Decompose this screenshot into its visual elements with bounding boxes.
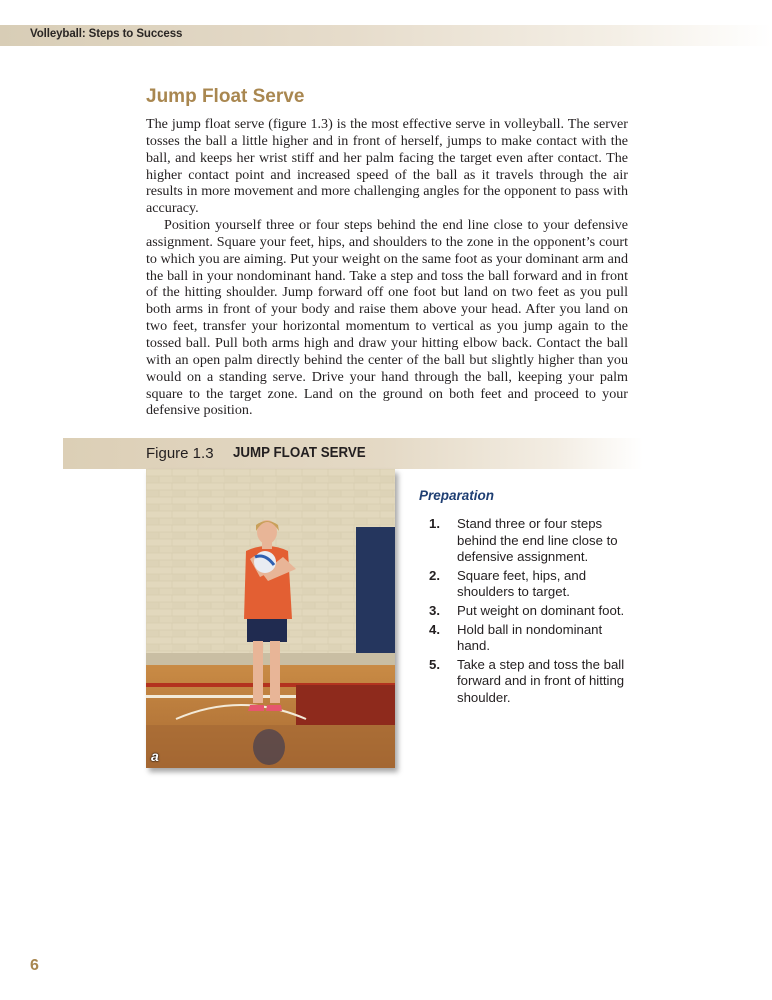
step-text: Stand three or four steps behind the end line close to defensive assignment. bbox=[457, 516, 618, 565]
step-number: 4. bbox=[429, 621, 440, 637]
step-text: Take a step and toss the ball forward and in front of hitting shoulder. bbox=[457, 656, 625, 705]
step-number: 3. bbox=[429, 602, 440, 618]
step-item bbox=[429, 657, 629, 707]
step-item bbox=[429, 516, 629, 566]
page-number: 6 bbox=[30, 957, 39, 974]
preparation-steps bbox=[429, 516, 629, 709]
figure-caption-bar bbox=[63, 438, 643, 469]
figure-title: JUMP FLOAT SERVE bbox=[233, 445, 366, 461]
step-number: 5. bbox=[429, 656, 440, 672]
step-number: 1. bbox=[429, 516, 440, 531]
body-paragraph: The jump float serve (figure 1.3) is the most effective serve in volleyball. The server tosses the ball a little higher and in front of herself, jumps to make contact with the ball, and keeps her wrist stiff and her palm facing the target even after contact. The higher contact point and increased speed of the ball as it travels through the air results in more movement and more challenging angles for the opponent to pass with accuracy. bbox=[146, 116, 628, 217]
step-item bbox=[429, 603, 629, 620]
photo-letter: a bbox=[151, 748, 159, 764]
section-title: Jump Float Serve bbox=[146, 86, 305, 107]
step-text: Square feet, hips, and shoulders to target. bbox=[457, 567, 587, 600]
step-item bbox=[429, 568, 629, 601]
step-item bbox=[429, 622, 629, 655]
body-paragraph: Position yourself three or four steps behind the end line close to your defensive assignment. Square your feet, hips, and shoulders to the zone in the opponent’s court to which you are aiming. Put your weight on the same foot as your dominant arm and the ball in your nondominant hand. Take a step and toss the ball forward and in front of the hitting shoulder. Jump forward off one foot but land on two feet as you pull both arms in front of your body and raise them above your head. After you land on two feet, transfer your horizontal momentum to vertical as you jump again to the tossed ball. Pull both arms high and draw your hitting elbow back. Contact the ball with an open palm directly behind the center of the ball but slightly higher than you would on a standing serve. Drive your hand through the ball, keeping your palm square to the target zone. Land on the ground on both feet and proceed to your defensive position. bbox=[146, 217, 628, 419]
figure-photo bbox=[146, 469, 395, 768]
running-head-title: Volleyball: Steps to Success bbox=[30, 28, 183, 40]
preparation-heading: Preparation bbox=[419, 488, 495, 503]
figure-label: Figure 1.3 bbox=[146, 445, 214, 462]
step-number: 2. bbox=[429, 567, 440, 583]
photo-illustration bbox=[146, 469, 395, 768]
running-head bbox=[0, 25, 772, 46]
step-text: Hold ball in nondominant hand. bbox=[457, 621, 603, 654]
body-text bbox=[146, 116, 628, 419]
step-text: Put weight on dominant foot. bbox=[457, 602, 625, 618]
